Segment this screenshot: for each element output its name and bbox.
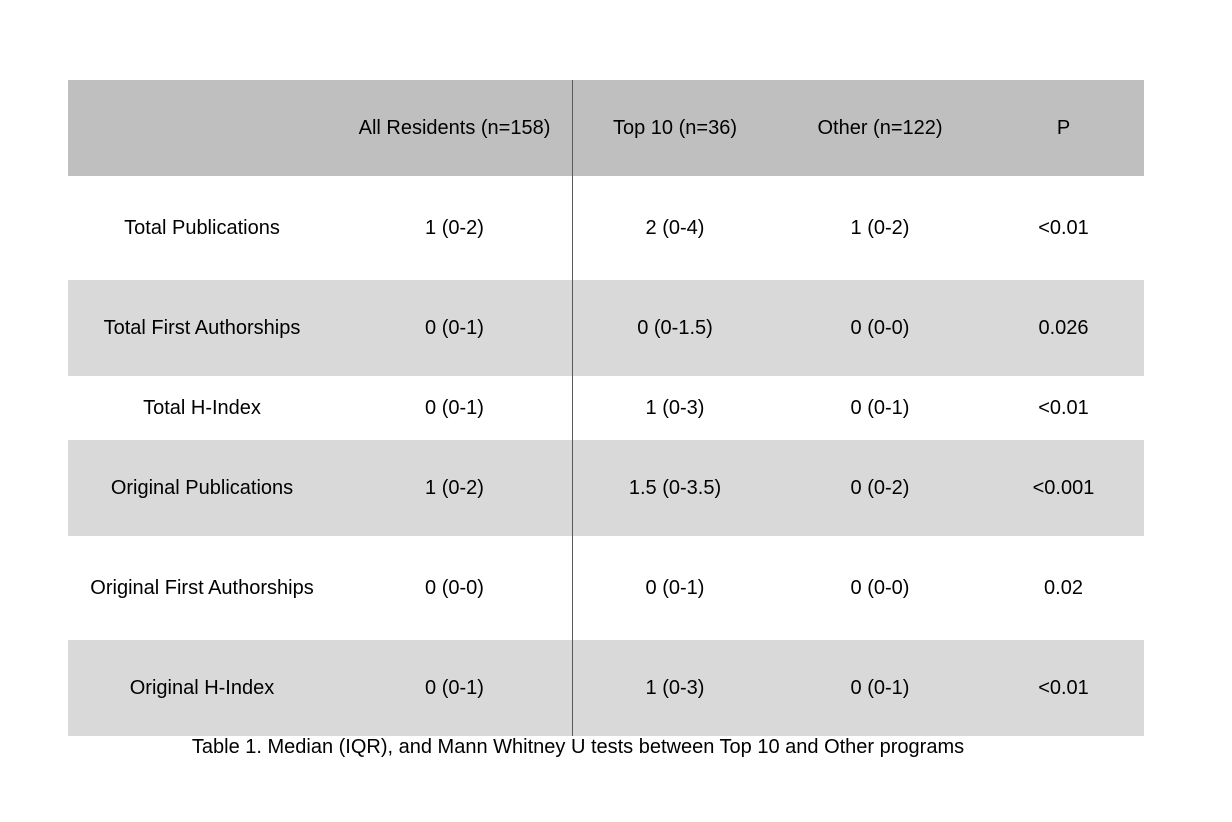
table-row [68, 176, 1144, 280]
table-row [68, 640, 1144, 736]
table-cell: 0 (0-2) [850, 476, 910, 499]
p-value-cell: <0.01 [1038, 396, 1089, 419]
column-divider [572, 80, 573, 736]
p-value-cell: <0.01 [1038, 216, 1089, 239]
table-cell: 0 (0-1) [425, 316, 484, 339]
header-cell-p: P [1056, 116, 1071, 139]
table-caption: Table 1. Median (IQR), and Mann Whitney U tests between Top 10 and Other programs [191, 736, 965, 758]
header-cell-all-residents: All Residents (n=158) [358, 116, 551, 139]
row-label: Total H-Index [143, 396, 261, 419]
header-cell-top-10: Top 10 (n=36) [613, 116, 737, 139]
table-cell: 0 (0-1) [425, 396, 484, 419]
table-row [68, 376, 1144, 440]
row-label: Total Publications [124, 216, 280, 239]
row-label: Original H-Index [129, 676, 275, 699]
table-cell: 0 (0-0) [850, 576, 910, 599]
table-cell: 0 (0-1) [425, 676, 484, 699]
table-cell: 1 (0-2) [850, 216, 910, 239]
p-value-cell: <0.01 [1038, 676, 1089, 699]
header-cell-blank [68, 80, 336, 176]
results-table [68, 80, 1144, 736]
table-cell: 1 (0-2) [425, 216, 484, 239]
table-row [68, 280, 1144, 376]
table-cell: 0 (0-1) [645, 576, 705, 599]
p-value-cell: 0.02 [1044, 576, 1083, 599]
table-cell: 0 (0-1) [850, 676, 910, 699]
table-row [68, 536, 1144, 640]
table-cell: 1 (0-3) [645, 396, 705, 419]
p-value-cell: <0.001 [1032, 476, 1095, 499]
row-label: Original First Authorships [90, 576, 314, 599]
row-label: Total First Authorships [103, 316, 301, 339]
table-cell: 1.5 (0-3.5) [628, 476, 722, 499]
table-cell: 2 (0-4) [645, 216, 705, 239]
table-row [68, 440, 1144, 536]
p-value-cell: 0.026 [1038, 316, 1089, 339]
table-cell: 0 (0-0) [850, 316, 910, 339]
header-cell-other: Other (n=122) [817, 116, 943, 139]
table-cell: 0 (0-1.5) [637, 316, 713, 339]
table-header-row [68, 80, 1144, 176]
table-cell: 0 (0-1) [850, 396, 910, 419]
table-cell: 0 (0-0) [425, 576, 484, 599]
table-cell: 1 (0-2) [425, 476, 484, 499]
row-label: Original Publications [110, 476, 294, 499]
table-cell: 1 (0-3) [645, 676, 705, 699]
